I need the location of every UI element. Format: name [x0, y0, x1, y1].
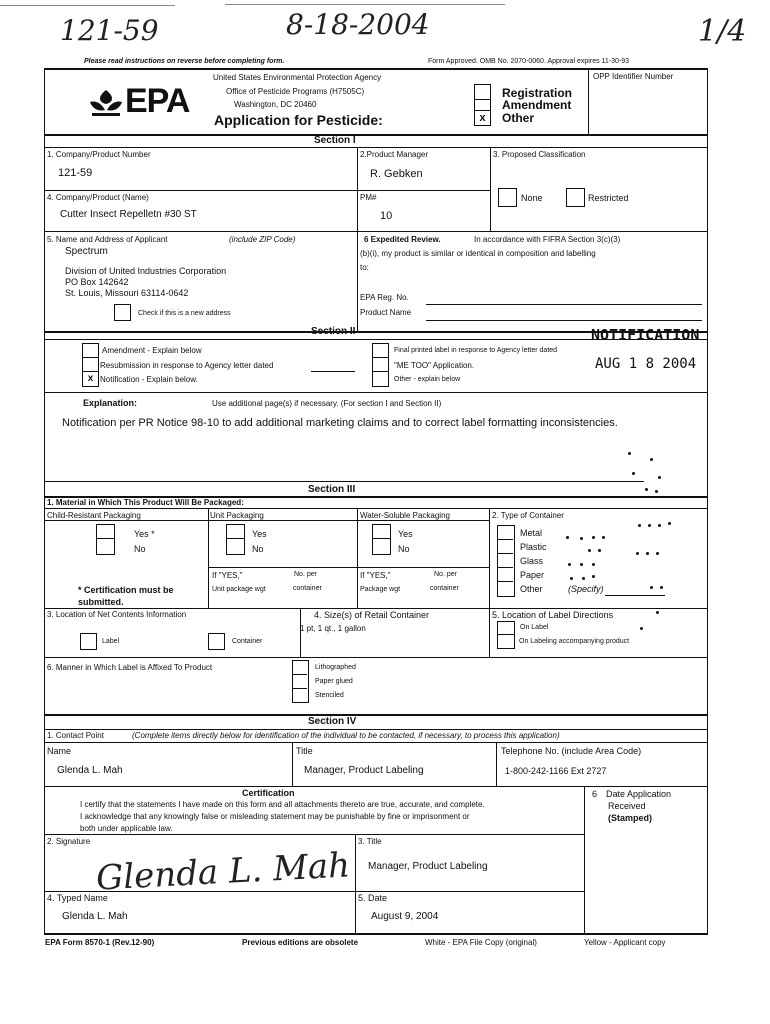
title-3-value: Manager, Product Labeling	[368, 861, 488, 872]
applicant-label: 5. Name and Address of Applicant	[47, 235, 168, 244]
water-soluble-no-label: No	[398, 544, 410, 554]
amendment-label: Amendment	[502, 98, 572, 112]
company-product-number-label: 1. Company/Product Number	[47, 150, 151, 159]
lithographed-label: Lithographed	[315, 664, 356, 671]
expedited-text-2: (b)(i), my product is similar or identical in composition and labelling	[360, 249, 596, 258]
yellow-copy-note: Yellow - Applicant copy	[584, 938, 666, 947]
white-copy-note: White - EPA File Copy (original)	[425, 938, 537, 947]
epa-logo-text: EPA	[125, 82, 190, 120]
unit-if-yes-label: If "YES,"	[212, 571, 243, 580]
on-label-option: On Label	[520, 624, 549, 631]
office-city: Washington, DC 20460	[234, 100, 317, 109]
opp-identifier-label: OPP Identifier Number	[593, 72, 674, 81]
date-received-label-3: (Stamped)	[608, 813, 653, 823]
signature-label: 2. Signature	[47, 837, 91, 846]
telephone-label: Telephone No. (include Area Code)	[501, 746, 642, 756]
pm-number: 10	[380, 210, 393, 222]
pm-number-label: PM#	[360, 193, 377, 202]
company-product-name: Cutter Insect Repelletn #30 ST	[60, 209, 197, 220]
net-contents-container-option: Container	[232, 638, 263, 645]
epa-flower-icon	[88, 88, 124, 118]
water-soluble-no-checkbox[interactable]	[372, 538, 391, 555]
other-label: Other	[502, 111, 535, 125]
zip-note: (include ZIP Code)	[229, 235, 296, 244]
child-resistant-no-checkbox[interactable]	[96, 538, 115, 555]
notification-checkbox[interactable]: x	[82, 371, 99, 387]
signature-date: August 9, 2004	[371, 911, 439, 922]
agency-name: United States Environmental Protection Agency	[213, 73, 382, 82]
new-address-label: Check if this is a new address	[138, 310, 231, 317]
handwritten-page: 1/4	[698, 14, 747, 49]
applicant-address-line3: St. Louis, Missouri 63114-0642	[65, 288, 189, 298]
certification-line-2: I acknowledge that any knowingly false or misleading statement may be punishable by fine or imprisonment or	[80, 812, 470, 821]
child-resistant-no-label: No	[134, 544, 146, 554]
container-other-label: Other	[520, 584, 543, 594]
net-contents-label-checkbox[interactable]	[80, 633, 97, 650]
final-label-label: Final printed label in response to Agency letter dated	[394, 347, 558, 354]
company-product-number: 121-59	[58, 167, 93, 179]
unit-packaging-no-checkbox[interactable]	[226, 538, 245, 555]
typed-name-label: 4. Typed Name	[47, 893, 108, 903]
water-soluble-label: Water-Soluble Packaging	[360, 511, 450, 520]
net-contents-label-option: Label	[102, 638, 120, 645]
notification-label: Notification - Explain below.	[100, 375, 198, 384]
certification-line-3: both under applicable law.	[80, 824, 173, 833]
container-type-checkboxes[interactable]	[497, 525, 515, 597]
unit-packaging-no-label: No	[252, 544, 264, 554]
on-labeling-option: On Labeling accompanying product	[519, 638, 630, 645]
product-name-label: Product Name	[360, 308, 412, 317]
net-contents-label: 3. Location of Net Contents Information	[47, 610, 187, 619]
unit-package-wgt-label: Unit package wgt	[212, 586, 266, 593]
received-date-stamp: AUG 1 8 2004	[595, 356, 697, 372]
label-directions-label: 5. Location of Label Directions	[492, 610, 614, 620]
certification-note: * Certification must be submitted.	[78, 585, 174, 607]
proposed-classification-label: 3. Proposed Classification	[493, 150, 586, 159]
specify-label: (Specify)	[568, 584, 604, 594]
explanation-text: Notification per PR Notice 98-10 to add additional marketing claims and to correct label formatting inconsistencies.	[62, 417, 618, 429]
label-affixed-checkboxes[interactable]	[292, 660, 309, 703]
expedited-text-1: In accordance with FIFRA Section 3(c)(3)	[474, 235, 621, 244]
classification-restricted-checkbox[interactable]	[566, 188, 585, 207]
resubmission-label: Resubmission in response to Agency letter dated	[100, 361, 274, 370]
obsolete-note: Previous editions are obsolete	[242, 938, 359, 947]
other-explain-checkbox[interactable]	[372, 371, 389, 387]
applicant-address-line2: PO Box 142642	[65, 277, 129, 287]
product-manager-label: 2.Product Manager	[360, 150, 429, 159]
date-received-label-1: Date Application	[606, 789, 672, 799]
material-label: 1. Material in Which This Product Will Be Packaged:	[47, 498, 244, 507]
on-labeling-checkbox[interactable]	[497, 634, 515, 649]
container-glass-label: Glass	[520, 556, 544, 566]
label-affixed-label: 6. Manner in Which Label is Affixed To Product	[47, 663, 213, 672]
stenciled-label: Stenciled	[315, 692, 344, 699]
section-1-title: Section I	[314, 135, 356, 146]
child-resistant-yes-label: Yes *	[134, 529, 155, 539]
amendment-explain-label: Amendment - Explain below	[102, 346, 202, 355]
applicant-name: Spectrum	[65, 246, 108, 257]
paper-glued-label: Paper glued	[315, 678, 353, 685]
form-number: EPA Form 8570-1 (Rev.12-90)	[45, 938, 155, 947]
telephone-number: 1-800-242-1166 Ext 2727	[505, 766, 607, 776]
unit-packaging-yes-label: Yes	[252, 529, 267, 539]
handwritten-date: 8-18-2004	[286, 8, 430, 41]
water-if-yes-label: If "YES,"	[360, 571, 391, 580]
epa-logo	[88, 88, 124, 123]
office-name: Office of Pesticide Programs (H7505C)	[226, 87, 365, 96]
net-contents-container-checkbox[interactable]	[208, 633, 225, 650]
typed-name: Glenda L. Mah	[62, 911, 128, 922]
expedited-review-label: 6 Expedited Review.	[364, 235, 441, 244]
title-3-label: 3. Title	[358, 837, 382, 846]
retail-sizes-label: 4. Size(s) of Retail Container	[314, 610, 430, 620]
product-manager: R. Gebken	[370, 168, 423, 180]
signature: Glenda L. Mah	[95, 845, 351, 899]
container-plastic-label: Plastic	[520, 542, 547, 552]
section-2-title: Section II	[311, 326, 356, 337]
me-too-label: "ME TOO" Application.	[394, 361, 475, 370]
water-no-per-label: No. per	[434, 571, 457, 578]
contact-title-label: Title	[296, 746, 313, 756]
date-received-number: 6	[592, 789, 598, 799]
instructions-note: Please read instructions on reverse before completing form.	[84, 58, 285, 65]
expedited-text-3: to:	[360, 263, 369, 272]
certification-title: Certification	[242, 788, 295, 798]
classification-restricted-label: Restricted	[588, 193, 629, 203]
unit-container-label: container	[293, 585, 322, 592]
contact-point-label: 1. Contact Point	[47, 731, 104, 740]
contact-name-label: Name	[47, 746, 72, 756]
date-label: 5. Date	[358, 893, 388, 903]
notification-stamp: NOTIFICATION	[591, 326, 700, 344]
omb-approval: Form Approved. OMB No. 2070-0060. Approval expires 11-30-93	[428, 58, 630, 65]
water-package-wgt-label: Package wgt	[360, 586, 401, 593]
unit-packaging-label: Unit Packaging	[210, 511, 264, 520]
water-soluble-yes-label: Yes	[398, 529, 413, 539]
date-received-label-2: Received	[608, 801, 646, 811]
applicant-address-line1: Division of United Industries Corporation	[65, 266, 227, 276]
retail-sizes: 1 pt, 1 qt., 1 gallon	[300, 624, 366, 633]
section-4-title: Section IV	[308, 716, 357, 727]
registration-label: Registration	[502, 86, 573, 100]
contact-title: Manager, Product Labeling	[304, 765, 424, 776]
classification-none-checkbox[interactable]	[498, 188, 517, 207]
contact-point-note: (Complete items directly below for identification of the individual to be contacted, if necessary, to process this application)	[132, 731, 560, 740]
explanation-label: Explanation:	[83, 398, 138, 408]
epa-reg-no-label: EPA Reg. No.	[360, 293, 409, 302]
contact-name: Glenda L. Mah	[57, 765, 123, 776]
company-product-name-label: 4. Company/Product (Name)	[47, 193, 149, 202]
section-3-title: Section III	[308, 484, 356, 495]
classification-none-label: None	[521, 193, 543, 203]
container-type-label: 2. Type of Container	[492, 511, 564, 520]
new-address-checkbox[interactable]	[114, 304, 131, 321]
other-checkbox[interactable]: x	[474, 110, 491, 126]
unit-no-per-label: No. per	[294, 571, 317, 578]
other-explain-label: Other - explain below	[394, 376, 461, 383]
form-title: Application for Pesticide:	[214, 112, 383, 128]
handwritten-reg-number: 121-59	[60, 14, 159, 47]
container-metal-label: Metal	[520, 528, 543, 538]
water-container-label: container	[430, 585, 459, 592]
explanation-note: Use additional page(s) if necessary. (For section I and Section II)	[212, 399, 442, 408]
child-resistant-label: Child-Resistant Packaging	[47, 511, 141, 520]
certification-line-1: I certify that the statements I have made on this form and all attachments thereto are true, accurate, and complete.	[80, 800, 485, 809]
container-paper-label: Paper	[520, 570, 545, 580]
